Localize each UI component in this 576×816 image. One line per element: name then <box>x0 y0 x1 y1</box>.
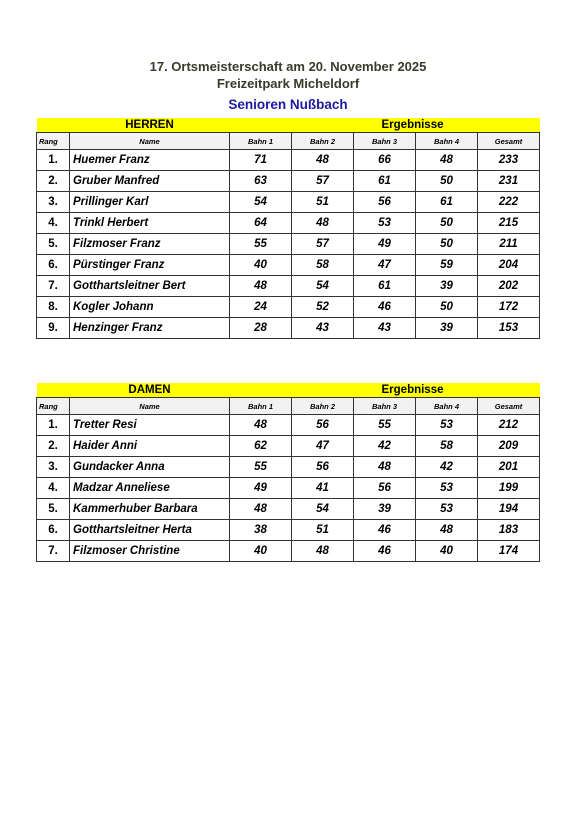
bahn1-cell: 64 <box>230 213 292 234</box>
bahn4-cell: 53 <box>416 499 478 520</box>
bahn4-cell: 39 <box>416 276 478 297</box>
bahn1-cell: 55 <box>230 457 292 478</box>
gesamt-cell: 194 <box>478 499 540 520</box>
table-row <box>37 520 540 541</box>
bahn2-cell: 54 <box>292 276 354 297</box>
rank-cell: 4. <box>37 478 70 499</box>
name-cell: Pürstinger Franz <box>70 255 230 276</box>
bahn2-cell: 48 <box>292 213 354 234</box>
bahn3-cell: 48 <box>354 457 416 478</box>
gesamt-cell: 222 <box>478 192 540 213</box>
bahn4-cell: 50 <box>416 297 478 318</box>
column-header-row <box>37 398 540 415</box>
rank-cell: 3. <box>37 457 70 478</box>
bahn2-cell: 41 <box>292 478 354 499</box>
gesamt-cell: 204 <box>478 255 540 276</box>
table-row <box>37 171 540 192</box>
bahn1-cell: 48 <box>230 499 292 520</box>
name-cell: Madzar Anneliese <box>70 478 230 499</box>
col-rang: Rang <box>37 133 70 150</box>
rank-cell: 8. <box>37 297 70 318</box>
group-title: Senioren Nußbach <box>228 97 348 112</box>
bahn1-cell: 48 <box>230 415 292 436</box>
bahn3-cell: 66 <box>354 150 416 171</box>
bahn1-cell: 24 <box>230 297 292 318</box>
gesamt-cell: 201 <box>478 457 540 478</box>
bahn2-cell: 47 <box>292 436 354 457</box>
gesamt-cell: 211 <box>478 234 540 255</box>
bahn4-cell: 40 <box>416 541 478 562</box>
bahn4-cell: 53 <box>416 478 478 499</box>
gesamt-cell: 231 <box>478 171 540 192</box>
name-cell: Trinkl Herbert <box>70 213 230 234</box>
gesamt-cell: 212 <box>478 415 540 436</box>
bahn3-cell: 46 <box>354 541 416 562</box>
name-cell: Huemer Franz <box>70 150 230 171</box>
rank-cell: 2. <box>37 171 70 192</box>
gesamt-cell: 172 <box>478 297 540 318</box>
name-cell: Henzinger Franz <box>70 318 230 339</box>
gesamt-cell: 233 <box>478 150 540 171</box>
table-row <box>37 436 540 457</box>
table-row <box>37 478 540 499</box>
bahn3-cell: 42 <box>354 436 416 457</box>
gesamt-cell: 174 <box>478 541 540 562</box>
name-cell: Gotthartsleitner Herta <box>70 520 230 541</box>
bahn1-cell: 40 <box>230 255 292 276</box>
col-bahn3: Bahn 3 <box>354 133 416 150</box>
bahn4-cell: 50 <box>416 213 478 234</box>
name-cell: Gotthartsleitner Bert <box>70 276 230 297</box>
rank-cell: 5. <box>37 234 70 255</box>
rank-cell: 6. <box>37 520 70 541</box>
table-row <box>37 457 540 478</box>
name-cell: Filzmoser Franz <box>70 234 230 255</box>
bahn4-cell: 48 <box>416 520 478 541</box>
col-bahn1: Bahn 1 <box>230 133 292 150</box>
bahn3-cell: 39 <box>354 499 416 520</box>
bahn2-cell: 54 <box>292 499 354 520</box>
table-row <box>37 192 540 213</box>
rank-cell: 1. <box>37 150 70 171</box>
table-row <box>37 541 540 562</box>
name-cell: Prillinger Karl <box>70 192 230 213</box>
table-row <box>37 150 540 171</box>
col-gesamt: Gesamt <box>478 398 540 415</box>
table-row <box>37 297 540 318</box>
rank-cell: 5. <box>37 499 70 520</box>
bahn4-cell: 61 <box>416 192 478 213</box>
col-bahn4: Bahn 4 <box>416 133 478 150</box>
table-row <box>37 415 540 436</box>
bahn1-cell: 63 <box>230 171 292 192</box>
bahn4-cell: 50 <box>416 171 478 192</box>
bahn2-cell: 56 <box>292 415 354 436</box>
name-cell: Tretter Resi <box>70 415 230 436</box>
bahn2-cell: 51 <box>292 520 354 541</box>
col-bahn3: Bahn 3 <box>354 398 416 415</box>
bahn1-cell: 40 <box>230 541 292 562</box>
name-cell: Kammerhuber Barbara <box>70 499 230 520</box>
bahn2-cell: 52 <box>292 297 354 318</box>
bahn3-cell: 55 <box>354 415 416 436</box>
bahn3-cell: 46 <box>354 297 416 318</box>
bahn2-cell: 48 <box>292 150 354 171</box>
bahn3-cell: 56 <box>354 192 416 213</box>
name-cell: Haider Anni <box>70 436 230 457</box>
category-header-row <box>37 383 540 398</box>
herren-results-table <box>36 118 540 339</box>
gesamt-cell: 209 <box>478 436 540 457</box>
col-bahn1: Bahn 1 <box>230 398 292 415</box>
bahn3-cell: 61 <box>354 276 416 297</box>
bahn4-cell: 53 <box>416 415 478 436</box>
bahn2-cell: 43 <box>292 318 354 339</box>
col-bahn4: Bahn 4 <box>416 398 478 415</box>
col-gesamt: Gesamt <box>478 133 540 150</box>
results-label: Ergebnisse <box>354 383 540 398</box>
bahn1-cell: 49 <box>230 478 292 499</box>
bahn3-cell: 49 <box>354 234 416 255</box>
bahn1-cell: 48 <box>230 276 292 297</box>
bahn4-cell: 39 <box>416 318 478 339</box>
bahn4-cell: 59 <box>416 255 478 276</box>
col-name: Name <box>70 133 230 150</box>
col-rang: Rang <box>37 398 70 415</box>
bahn1-cell: 28 <box>230 318 292 339</box>
event-title: 17. Ortsmeisterschaft am 20. November 2025 <box>149 59 427 74</box>
bahn2-cell: 57 <box>292 171 354 192</box>
bahn2-cell: 57 <box>292 234 354 255</box>
rank-cell: 6. <box>37 255 70 276</box>
rank-cell: 7. <box>37 541 70 562</box>
table-row <box>37 318 540 339</box>
bahn4-cell: 42 <box>416 457 478 478</box>
bahn1-cell: 54 <box>230 192 292 213</box>
bahn3-cell: 46 <box>354 520 416 541</box>
col-bahn2: Bahn 2 <box>292 398 354 415</box>
bahn4-cell: 58 <box>416 436 478 457</box>
table-row <box>37 213 540 234</box>
event-venue: Freizeitpark Micheldorf <box>216 76 360 91</box>
rank-cell: 1. <box>37 415 70 436</box>
bahn3-cell: 61 <box>354 171 416 192</box>
bahn3-cell: 43 <box>354 318 416 339</box>
rank-cell: 4. <box>37 213 70 234</box>
results-label: Ergebnisse <box>354 118 540 133</box>
bahn3-cell: 56 <box>354 478 416 499</box>
table-row <box>37 234 540 255</box>
column-header-row <box>37 133 540 150</box>
gesamt-cell: 183 <box>478 520 540 541</box>
rank-cell: 3. <box>37 192 70 213</box>
col-name: Name <box>70 398 230 415</box>
rank-cell: 2. <box>37 436 70 457</box>
gesamt-cell: 199 <box>478 478 540 499</box>
category-header-row <box>37 118 540 133</box>
bahn1-cell: 38 <box>230 520 292 541</box>
bahn1-cell: 62 <box>230 436 292 457</box>
name-cell: Kogler Johann <box>70 297 230 318</box>
bahn4-cell: 50 <box>416 234 478 255</box>
rank-cell: 9. <box>37 318 70 339</box>
bahn3-cell: 47 <box>354 255 416 276</box>
bahn2-cell: 48 <box>292 541 354 562</box>
category-label: HERREN <box>70 118 230 133</box>
category-label: DAMEN <box>70 383 230 398</box>
table-row <box>37 499 540 520</box>
gesamt-cell: 215 <box>478 213 540 234</box>
table-row <box>37 276 540 297</box>
name-cell: Filzmoser Christine <box>70 541 230 562</box>
col-bahn2: Bahn 2 <box>292 133 354 150</box>
table-row <box>37 255 540 276</box>
rank-cell: 7. <box>37 276 70 297</box>
bahn4-cell: 48 <box>416 150 478 171</box>
bahn1-cell: 55 <box>230 234 292 255</box>
damen-results-table <box>36 383 540 562</box>
bahn2-cell: 56 <box>292 457 354 478</box>
gesamt-cell: 202 <box>478 276 540 297</box>
name-cell: Gundacker Anna <box>70 457 230 478</box>
bahn1-cell: 71 <box>230 150 292 171</box>
bahn2-cell: 51 <box>292 192 354 213</box>
gesamt-cell: 153 <box>478 318 540 339</box>
bahn2-cell: 58 <box>292 255 354 276</box>
name-cell: Gruber Manfred <box>70 171 230 192</box>
bahn3-cell: 53 <box>354 213 416 234</box>
